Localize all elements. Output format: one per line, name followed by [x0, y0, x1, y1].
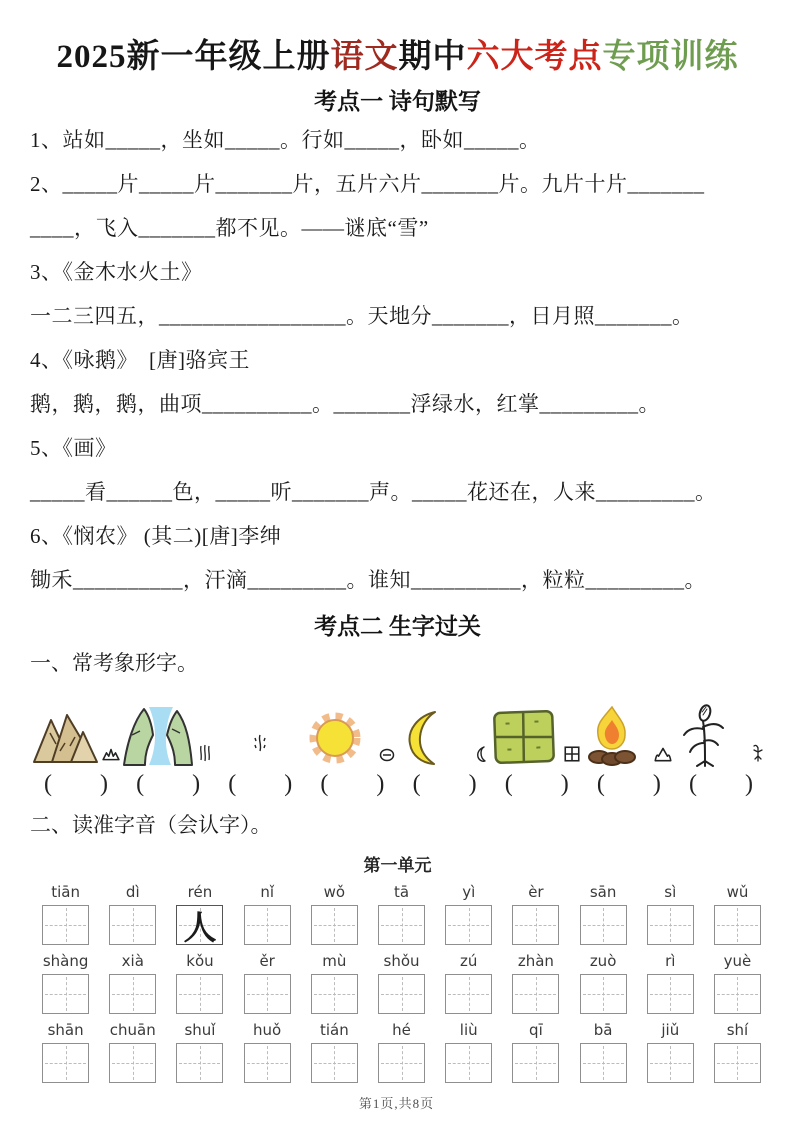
pictograph-subheading: 一、常考象形字。	[30, 651, 198, 675]
pinyin-label: dì	[125, 883, 140, 901]
river-icon	[122, 705, 194, 767]
grid-cell	[704, 974, 771, 1014]
mountain-icon	[30, 707, 102, 767]
pinyin-label: rén	[187, 883, 213, 901]
question-line: 3、《金木水火土》	[30, 260, 203, 284]
title-part-black2: 期中	[398, 39, 467, 75]
tianzige-box	[445, 905, 492, 945]
pinyin-label: sān	[589, 883, 617, 901]
tianzige-box	[176, 974, 223, 1014]
tianzige-box	[512, 905, 559, 945]
tianzige-box	[647, 1043, 694, 1083]
grid-cell	[99, 974, 166, 1014]
tianzige-box	[109, 974, 156, 1014]
tianzige-box	[445, 1043, 492, 1083]
title-part-black1: 2025新一年级上册	[56, 39, 331, 75]
tianzige-box	[580, 974, 627, 1014]
tianzige-box	[378, 905, 425, 945]
pinyin-label: shān	[47, 1021, 84, 1039]
pinyin-label: wǒ	[323, 883, 346, 901]
paren-close: )	[744, 771, 753, 797]
grid-cell	[99, 1043, 166, 1083]
tianzige-box	[714, 974, 761, 1014]
tianzige-box	[176, 905, 223, 945]
field-glyph	[563, 745, 581, 763]
pictograph-slot	[399, 685, 491, 767]
tianzige-box	[647, 905, 694, 945]
pinyin-label: shí	[726, 1021, 749, 1039]
pinyin-label: xià	[121, 952, 144, 970]
tianzige-box	[580, 905, 627, 945]
answer-paren-pair	[306, 771, 398, 803]
answer-paren-pair	[214, 771, 306, 803]
question-line: 5、《画》	[30, 436, 117, 460]
pinyin-label: liù	[459, 1021, 478, 1039]
pinyin-label: zuò	[589, 952, 617, 970]
grid-cell	[32, 1043, 99, 1083]
pinyin-label: wǔ	[726, 883, 749, 901]
question-line: 鹅，鹅，鹅，曲项__________。_______浮绿水，红掌_________。	[30, 392, 660, 416]
grid-cell	[704, 905, 771, 945]
answer-paren-pair	[122, 771, 214, 803]
pinyin-label: kǒu	[186, 952, 214, 970]
pinyin-label: huǒ	[253, 1021, 282, 1039]
grid-cell	[502, 905, 569, 945]
tianzige-box	[176, 1043, 223, 1083]
plant-icon	[675, 703, 731, 767]
tianzige-box	[311, 905, 358, 945]
pinyin-label-row	[32, 952, 771, 970]
pinyin-label: mù	[322, 952, 347, 970]
grid-cell	[234, 974, 301, 1014]
answer-paren-pair	[399, 771, 491, 803]
tianzige-box	[512, 1043, 559, 1083]
grid-cell	[637, 1043, 704, 1083]
pinyin-label: rì	[665, 952, 676, 970]
sun-glyph	[378, 747, 396, 763]
grid-cell	[368, 1043, 435, 1083]
sun-icon	[306, 709, 364, 767]
tianzige-box	[512, 974, 559, 1014]
page-footer: 第1页,共8页	[358, 1096, 435, 1111]
grid-cell	[704, 1043, 771, 1083]
water-glyph	[252, 733, 268, 753]
fire-glyph	[653, 745, 673, 763]
field-icon	[491, 707, 559, 767]
paren-open: (	[44, 771, 52, 797]
section1-heading: 考点一 诗句默写	[314, 89, 481, 114]
tianzige-box	[311, 1043, 358, 1083]
unit-title: 第一单元	[363, 856, 432, 875]
pinyin-label: tiān	[51, 883, 80, 901]
pinyin-label: jiǔ	[661, 1021, 680, 1039]
pictograph-row	[30, 685, 767, 767]
pinyin-label: yuè	[723, 952, 752, 970]
paren-open: (	[504, 771, 513, 797]
pinyin-label: chuān	[109, 1021, 156, 1039]
tianzige-box	[445, 974, 492, 1014]
pinyin-label-row	[32, 883, 771, 901]
pinyin-subheading: 二、读准字音（会认字）。	[30, 813, 272, 837]
tianzige-box	[42, 905, 89, 945]
paren-close: )	[468, 771, 477, 797]
question-line: 1、站如_____，坐如_____。行如_____，卧如_____。	[30, 128, 541, 152]
grid-cell	[166, 1043, 233, 1083]
pictograph-slot	[214, 685, 306, 767]
tianzige-box	[714, 1043, 761, 1083]
pinyin-label: ěr	[259, 952, 275, 970]
title-part-red: 六大考点	[466, 39, 603, 75]
grid-cell	[637, 905, 704, 945]
question-line: 锄禾__________，汗滴_________。谁知__________，粒粒_________。	[30, 568, 706, 592]
tianzige-box	[244, 974, 291, 1014]
paren-open: (	[320, 771, 329, 797]
fire-icon	[583, 705, 641, 767]
pinyin-label: yì	[462, 883, 476, 901]
answer-paren-pair	[491, 771, 583, 803]
pictograph-slot	[30, 685, 122, 767]
question-line: 4、《咏鹅》 [唐]骆宾王	[30, 348, 250, 372]
grid-cell	[637, 974, 704, 1014]
answer-paren-pair	[583, 771, 675, 803]
paren-open: (	[228, 771, 237, 797]
question-line: 6、《悯农》 (其二)[唐]李绅	[30, 524, 282, 548]
tianzige-box	[42, 974, 89, 1014]
pinyin-label: hé	[392, 1021, 411, 1039]
pictograph-slot	[491, 685, 583, 767]
tianzige-row	[32, 1043, 771, 1083]
pinyin-label: qī	[529, 1021, 543, 1039]
plant-glyph	[751, 743, 765, 763]
paren-open: (	[412, 771, 421, 797]
grid-cell	[570, 905, 637, 945]
pinyin-label: tā	[393, 883, 410, 901]
tianzige-box	[244, 1043, 291, 1083]
pinyin-label: zú	[460, 952, 478, 970]
pinyin-label: shàng	[42, 952, 89, 970]
answer-paren-pair	[675, 771, 767, 803]
answer-paren-pair	[30, 771, 122, 803]
tianzige-box	[42, 1043, 89, 1083]
tianzige-box	[378, 974, 425, 1014]
paren-open: (	[136, 771, 145, 797]
pictograph-slot	[122, 685, 214, 767]
grid-cell	[32, 905, 99, 945]
grid-cell	[301, 1043, 368, 1083]
grid-cell	[435, 974, 502, 1014]
paren-close: )	[376, 771, 385, 797]
grid-cell	[234, 1043, 301, 1083]
grid-cell	[368, 974, 435, 1014]
moon-icon	[399, 709, 449, 767]
paren-close: )	[560, 771, 569, 797]
pinyin-label-row	[32, 1021, 771, 1039]
paren-close: )	[284, 771, 293, 797]
tianzige-box	[311, 974, 358, 1014]
river-glyph	[198, 743, 212, 763]
pinyin-label: zhàn	[517, 952, 554, 970]
grid-cell	[234, 905, 301, 945]
poetry-questions	[30, 118, 765, 602]
pinyin-label: èr	[528, 883, 544, 901]
tianzige-row	[32, 974, 771, 1014]
pinyin-label: tián	[319, 1021, 349, 1039]
tianzige-box	[580, 1043, 627, 1083]
paren-open: (	[688, 771, 697, 797]
grid-cell	[502, 974, 569, 1014]
tianzige-box	[244, 905, 291, 945]
question-line: 2、_____片_____片_______片，五片六片_______片。九片十片_______	[30, 172, 705, 196]
grid-cell	[435, 1043, 502, 1083]
grid-cell	[99, 905, 166, 945]
tianzige-box	[714, 905, 761, 945]
tianzige-box	[109, 905, 156, 945]
grid-cell	[301, 974, 368, 1014]
pictograph-slot	[675, 685, 767, 767]
written-character: 人	[183, 910, 217, 947]
title-part-subject: 语文	[330, 39, 399, 75]
grid-cell	[435, 905, 502, 945]
grid-cell	[368, 905, 435, 945]
pictograph-slot	[306, 685, 398, 767]
grid-cell	[502, 1043, 569, 1083]
paren-open: (	[596, 771, 605, 797]
paren-close: )	[192, 771, 201, 797]
question-line: ____，飞入_______都不见。——谜底“雪”	[30, 216, 429, 240]
pinyin-label: shǒu	[383, 952, 420, 970]
question-line: 一二三四五，_________________。天地分_______，日月照_______。	[30, 304, 694, 328]
tianzige-box	[109, 1043, 156, 1083]
grid-cell	[570, 1043, 637, 1083]
grid-cell	[166, 905, 233, 945]
tianzige-row	[32, 905, 771, 945]
pinyin-label: shuǐ	[184, 1021, 216, 1039]
section2-heading: 考点二 生字过关	[314, 614, 481, 639]
grid-cell	[570, 974, 637, 1014]
paren-close: )	[100, 771, 108, 797]
pinyin-grid	[32, 883, 771, 1083]
tianzige-box	[647, 974, 694, 1014]
title-part-green: 专项训练	[602, 39, 739, 75]
moon-glyph	[475, 745, 489, 763]
pinyin-label: bā	[593, 1021, 613, 1039]
pinyin-label: nǐ	[260, 883, 274, 901]
answer-paren-row	[30, 771, 767, 803]
paren-close: )	[652, 771, 661, 797]
pinyin-label: sì	[664, 883, 677, 901]
grid-cell	[301, 905, 368, 945]
grid-cell	[166, 974, 233, 1014]
mountain-glyph	[102, 745, 120, 763]
grid-cell	[32, 974, 99, 1014]
question-line: _____看______色，_____听_______声。_____花还在，人来_________。	[30, 480, 717, 504]
pictograph-slot	[583, 685, 675, 767]
page-title	[30, 30, 765, 77]
tianzige-box	[378, 1043, 425, 1083]
